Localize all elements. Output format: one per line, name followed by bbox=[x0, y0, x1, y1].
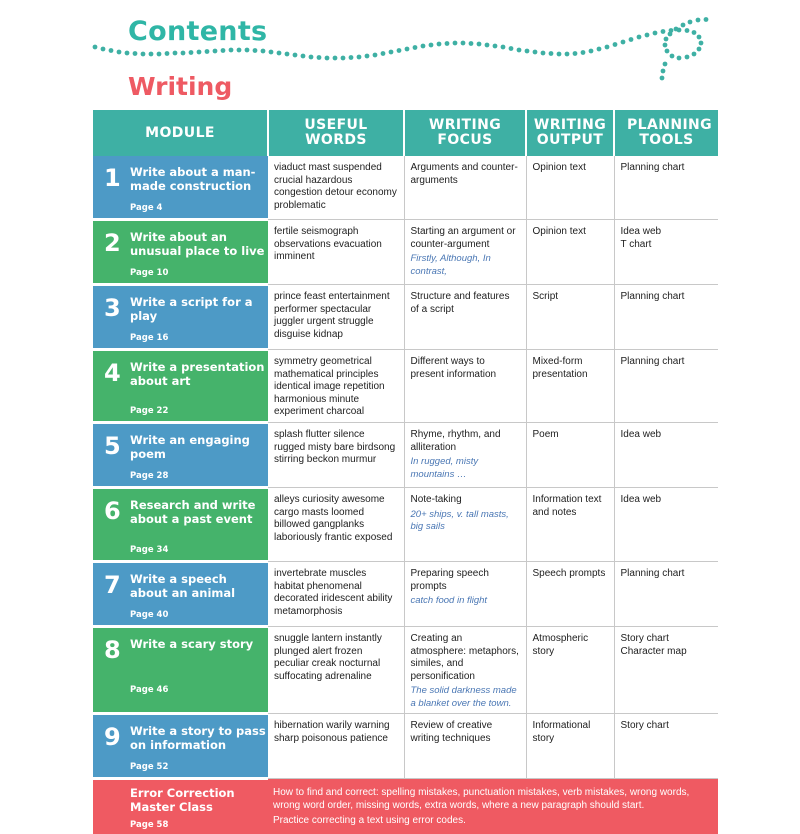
writing-focus-cell bbox=[404, 220, 526, 285]
planning-tools-cell bbox=[614, 423, 718, 488]
planning-tool: Idea web bbox=[621, 494, 713, 507]
error-correction-module-cell bbox=[93, 779, 268, 834]
writing-output: Atmospheric story bbox=[533, 633, 589, 657]
module-number: 4 bbox=[104, 359, 121, 387]
useful-words: alleys curiosity awesome cargo masts loomed billowed gangplanks laboriously frantic exposed bbox=[274, 494, 392, 543]
writing-focus-cell bbox=[404, 627, 526, 714]
table-row bbox=[93, 562, 718, 627]
writing-focus-cell bbox=[404, 562, 526, 627]
column-header-planning-tools: PLANNING TOOLS bbox=[614, 110, 718, 156]
error-correction-row bbox=[93, 779, 718, 834]
useful-words: prince feast entertainment performer spectacular juggler urgent struggle disguise kidnap bbox=[274, 291, 390, 340]
module-page: Page 16 bbox=[130, 333, 168, 343]
module-cell bbox=[93, 488, 268, 562]
module-number: 2 bbox=[104, 229, 121, 257]
writing-focus: Review of creative writing techniques bbox=[411, 720, 520, 745]
planning-tools-cell bbox=[614, 220, 718, 285]
module-page: Page 10 bbox=[130, 268, 168, 278]
writing-focus-cell bbox=[404, 156, 526, 220]
planning-tools-cell bbox=[614, 285, 718, 350]
writing-output: Script bbox=[533, 291, 559, 302]
useful-words: hibernation warily warning sharp poisonous patience bbox=[274, 720, 390, 744]
planning-tool: Idea web bbox=[621, 429, 713, 442]
table-row bbox=[93, 220, 718, 285]
writing-output: Informational story bbox=[533, 720, 591, 744]
module-page: Page 46 bbox=[130, 685, 168, 695]
writing-focus: Note-taking bbox=[411, 494, 520, 507]
useful-words-cell bbox=[268, 562, 404, 627]
writing-output-cell bbox=[526, 714, 614, 779]
module-title: Write a scary story bbox=[130, 637, 267, 651]
column-header-useful-words: USEFUL WORDS bbox=[268, 110, 404, 156]
module-cell bbox=[93, 714, 268, 779]
writing-focus: Structure and features of a script bbox=[411, 291, 520, 316]
useful-words-cell bbox=[268, 350, 404, 423]
writing-focus: Creating an atmosphere: metaphors, similes, and personification bbox=[411, 633, 520, 683]
writing-focus-example: Firstly, Although, In contrast, bbox=[411, 253, 520, 278]
table-row bbox=[93, 488, 718, 562]
planning-tools-cell bbox=[614, 714, 718, 779]
useful-words: splash flutter silence rugged misty bare birdsong stirring beckon murmur bbox=[274, 429, 395, 465]
error-correction-description: How to find and correct: spelling mistakes, punctuation mistakes, verb mistakes, wrong words, wrong word order, missing words, extra words, where a new paragraph should start. bbox=[273, 786, 710, 812]
useful-words: symmetry geometrical mathematical principles identical image repetition harmonious minute experiment charcoal bbox=[274, 356, 385, 417]
writing-focus-example: In rugged, misty mountains … bbox=[411, 456, 520, 481]
module-number: 8 bbox=[104, 636, 121, 664]
module-title: Write about a man-made construction bbox=[130, 165, 267, 193]
module-cell bbox=[93, 285, 268, 350]
writing-output-cell bbox=[526, 285, 614, 350]
planning-tools-cell bbox=[614, 562, 718, 627]
useful-words: invertebrate muscles habitat phenomenal decorated iridescent ability metamorphosis bbox=[274, 568, 392, 617]
module-title: Write a speech about an animal bbox=[130, 572, 267, 600]
module-page: Page 52 bbox=[130, 762, 168, 772]
module-number: 5 bbox=[104, 432, 121, 460]
writing-output-cell bbox=[526, 220, 614, 285]
writing-output-cell bbox=[526, 350, 614, 423]
writing-focus-example: 20+ ships, v. tall masts, big sails bbox=[411, 509, 520, 534]
module-cell bbox=[93, 220, 268, 285]
planning-tool: Story chart bbox=[621, 720, 713, 733]
planning-tool: Idea web bbox=[621, 226, 713, 239]
module-number: 7 bbox=[104, 571, 121, 599]
planning-tools-cell bbox=[614, 350, 718, 423]
writing-focus-cell bbox=[404, 488, 526, 562]
useful-words-cell bbox=[268, 488, 404, 562]
error-correction-practice: Practice correcting a text using error codes. bbox=[273, 814, 710, 827]
module-cell bbox=[93, 350, 268, 423]
planning-tool: Character map bbox=[621, 646, 713, 659]
writing-output-cell bbox=[526, 488, 614, 562]
useful-words-cell bbox=[268, 156, 404, 220]
writing-output: Poem bbox=[533, 429, 559, 440]
writing-output-cell bbox=[526, 627, 614, 714]
writing-focus: Preparing speech prompts bbox=[411, 568, 520, 593]
writing-focus-cell bbox=[404, 714, 526, 779]
module-page: Page 40 bbox=[130, 610, 168, 620]
section-title: Writing bbox=[128, 72, 232, 101]
useful-words-cell bbox=[268, 423, 404, 488]
module-cell bbox=[93, 156, 268, 220]
error-correction-title: Error Correction Master Class bbox=[130, 786, 280, 814]
module-number: 6 bbox=[104, 497, 121, 525]
planning-tool: Planning chart bbox=[621, 356, 713, 369]
writing-output-cell bbox=[526, 423, 614, 488]
writing-focus: Starting an argument or counter-argument bbox=[411, 226, 520, 251]
writing-focus-example: catch food in flight bbox=[411, 595, 520, 608]
table-header-row bbox=[93, 110, 718, 156]
module-title: Write an engaging poem bbox=[130, 433, 267, 461]
planning-tools-cell bbox=[614, 627, 718, 714]
useful-words-cell bbox=[268, 220, 404, 285]
module-title: Research and write about a past event bbox=[130, 498, 267, 526]
writing-focus-example: The solid darkness made a blanket over the town. bbox=[411, 685, 520, 710]
writing-focus-cell bbox=[404, 350, 526, 423]
table-row bbox=[93, 156, 718, 220]
error-correction-page: Page 58 bbox=[130, 820, 168, 830]
planning-tool: Story chart bbox=[621, 633, 713, 646]
table-row bbox=[93, 627, 718, 714]
dotted-swirl-decoration bbox=[0, 0, 800, 100]
table-row bbox=[93, 423, 718, 488]
writing-focus: Rhyme, rhythm, and alliteration bbox=[411, 429, 520, 454]
table-row bbox=[93, 285, 718, 350]
planning-tool: Planning chart bbox=[621, 162, 713, 175]
column-header-writing-output: WRITING OUTPUT bbox=[526, 110, 614, 156]
planning-tool: Planning chart bbox=[621, 291, 713, 304]
module-cell bbox=[93, 423, 268, 488]
module-page: Page 34 bbox=[130, 545, 168, 555]
planning-tools-cell bbox=[614, 156, 718, 220]
useful-words: viaduct mast suspended crucial hazardous congestion detour economy problematic bbox=[274, 162, 397, 211]
module-number: 9 bbox=[104, 723, 121, 751]
writing-focus: Arguments and counter-arguments bbox=[411, 162, 520, 187]
module-title: Write about an unusual place to live bbox=[130, 230, 267, 258]
writing-output: Opinion text bbox=[533, 162, 586, 173]
module-page: Page 28 bbox=[130, 471, 168, 481]
module-title: Write a presentation about art bbox=[130, 360, 267, 388]
planning-tools-cell bbox=[614, 488, 718, 562]
writing-focus-cell bbox=[404, 285, 526, 350]
writing-output: Opinion text bbox=[533, 226, 586, 237]
module-cell bbox=[93, 562, 268, 627]
useful-words-cell bbox=[268, 285, 404, 350]
column-header-writing-focus: WRITING FOCUS bbox=[404, 110, 526, 156]
error-correction-description-cell bbox=[268, 779, 718, 834]
useful-words: snuggle lantern instantly plunged alert frozen peculiar creak nocturnal suffocating adrenaline bbox=[274, 633, 382, 682]
module-page: Page 4 bbox=[130, 203, 162, 213]
page-title: Contents bbox=[128, 16, 267, 47]
writing-output: Information text and notes bbox=[533, 494, 602, 518]
module-title: Write a script for a play bbox=[130, 295, 267, 323]
writing-output-cell bbox=[526, 156, 614, 220]
contents-table bbox=[93, 110, 718, 834]
column-header-module: MODULE bbox=[93, 110, 268, 156]
module-page: Page 22 bbox=[130, 406, 168, 416]
writing-output: Speech prompts bbox=[533, 568, 606, 579]
table-row bbox=[93, 714, 718, 779]
writing-focus-cell bbox=[404, 423, 526, 488]
planning-tool: Planning chart bbox=[621, 568, 713, 581]
writing-output: Mixed-form presentation bbox=[533, 356, 588, 380]
module-title: Write a story to pass on information bbox=[130, 724, 267, 752]
writing-focus: Different ways to present information bbox=[411, 356, 520, 381]
table-row bbox=[93, 350, 718, 423]
useful-words-cell bbox=[268, 714, 404, 779]
planning-tool: T chart bbox=[621, 239, 713, 252]
useful-words-cell bbox=[268, 627, 404, 714]
useful-words: fertile seismograph observations evacuation imminent bbox=[274, 226, 382, 262]
module-cell bbox=[93, 627, 268, 714]
writing-output-cell bbox=[526, 562, 614, 627]
module-number: 1 bbox=[104, 164, 121, 192]
module-number: 3 bbox=[104, 294, 121, 322]
